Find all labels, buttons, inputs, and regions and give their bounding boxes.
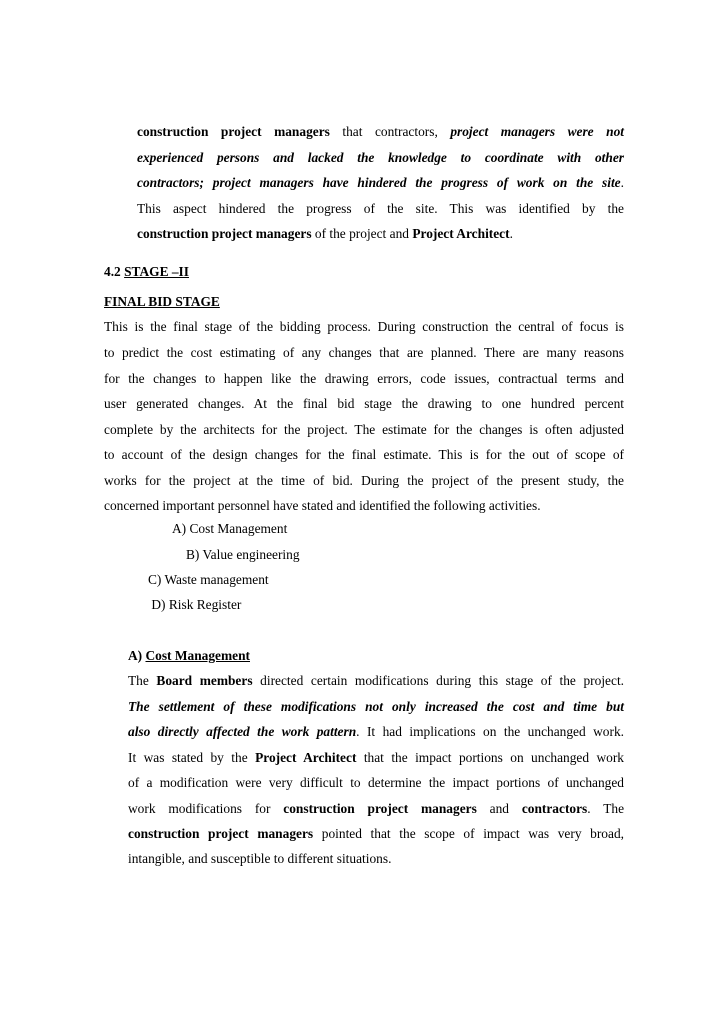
activity-item: C) Waste management [148, 572, 269, 587]
intro-bold-term: construction project managers [137, 226, 312, 241]
cost-line-6 [128, 801, 624, 817]
subsection-heading [104, 294, 220, 310]
intro-line-1 [137, 124, 624, 140]
paragraph-line: to account of the design changes for the final estimate. This is for the out of scope of [104, 447, 624, 462]
paragraph-line: concerned important personnel have stated and identified the following activities. [104, 498, 541, 513]
cost-bold-term: Project Architect [255, 750, 357, 765]
intro-emphasis: experienced persons and lacked the knowledge to coordinate with other [137, 150, 624, 165]
paragraph-line: user generated changes. At the final bid stage the drawing to one hundred percent [104, 396, 624, 411]
paragraph-line: to predict the cost estimating of any changes that are planned. There are many reasons [104, 345, 624, 360]
section-number: 4.2 [104, 264, 125, 279]
intro-text: of the project and [311, 226, 413, 241]
cost-text: The [128, 673, 157, 688]
cost-management-title: Cost Management [145, 648, 250, 663]
intro-bold-term: construction project managers [137, 124, 330, 139]
cost-emphasis: The settlement of these modifications not only increased the cost and time but [128, 699, 624, 714]
cost-text: that the impact portions on unchanged work [356, 750, 624, 765]
final-bid-stage-heading: FINAL BID STAGE [104, 294, 220, 309]
intro-text: that contractors, [329, 124, 451, 139]
cost-text: pointed that the scope of impact was very broad, [313, 826, 624, 841]
cost-line-3 [128, 724, 624, 740]
intro-text: . [620, 175, 624, 190]
cost-text: . It had implications on the unchanged work. [356, 724, 624, 739]
cost-line-8 [128, 851, 624, 867]
intro-bold-term: Project Architect [412, 226, 510, 241]
intro-line-4 [137, 201, 624, 217]
paragraph-line: works for the project at the time of bid. During the project of the present study, the [104, 473, 624, 488]
cost-bold-term: construction project managers [283, 801, 477, 816]
activity-item: D) Risk Register [148, 597, 242, 612]
cost-text: It was stated by the [128, 750, 256, 765]
section-stage-title: STAGE –II [124, 264, 189, 279]
cost-text: . The [587, 801, 625, 816]
intro-emphasis: contractors; project managers have hindered the progress of work on the site [137, 175, 621, 190]
intro-text: . [509, 226, 513, 241]
cost-text: directed certain modifications during this stage of the project. [252, 673, 625, 688]
cost-bold-term: contractors [521, 801, 588, 816]
cost-line-4 [128, 750, 624, 766]
cost-bold-term: construction project managers [128, 826, 314, 841]
intro-line-2 [137, 150, 624, 166]
cost-emphasis: also directly affected the work pattern [128, 724, 357, 739]
cost-text: work modifications for [128, 801, 284, 816]
section-heading [104, 264, 189, 280]
cost-line-1 [128, 673, 624, 689]
intro-emphasis: project managers were not [450, 124, 624, 139]
paragraph-line: for the changes to happen like the drawing errors, code issues, contractual terms and [104, 371, 624, 386]
cost-management-heading [128, 648, 250, 664]
cost-text: of a modification were very difficult to determine the impact portions of unchanged [128, 775, 624, 790]
cost-text: intangible, and susceptible to different situations. [128, 851, 392, 866]
cost-line-5 [128, 775, 624, 791]
cost-line-2 [128, 699, 624, 715]
activity-item: B) Value engineering [186, 547, 300, 562]
activity-item: A) Cost Management [172, 521, 288, 536]
paragraph-line: complete by the architects for the project. The estimate for the changes is often adjusted [104, 422, 624, 437]
intro-line-3 [137, 175, 624, 191]
cost-line-7 [128, 826, 624, 842]
cost-text: and [476, 801, 522, 816]
intro-line-5 [137, 226, 624, 242]
intro-text: This aspect hindered the progress of the site. This was identified by the [137, 201, 624, 216]
cost-management-prefix: A) [128, 648, 146, 663]
paragraph-line: This is the final stage of the bidding process. During construction the central of focus is [104, 319, 624, 334]
cost-bold-term: Board members [156, 673, 253, 688]
